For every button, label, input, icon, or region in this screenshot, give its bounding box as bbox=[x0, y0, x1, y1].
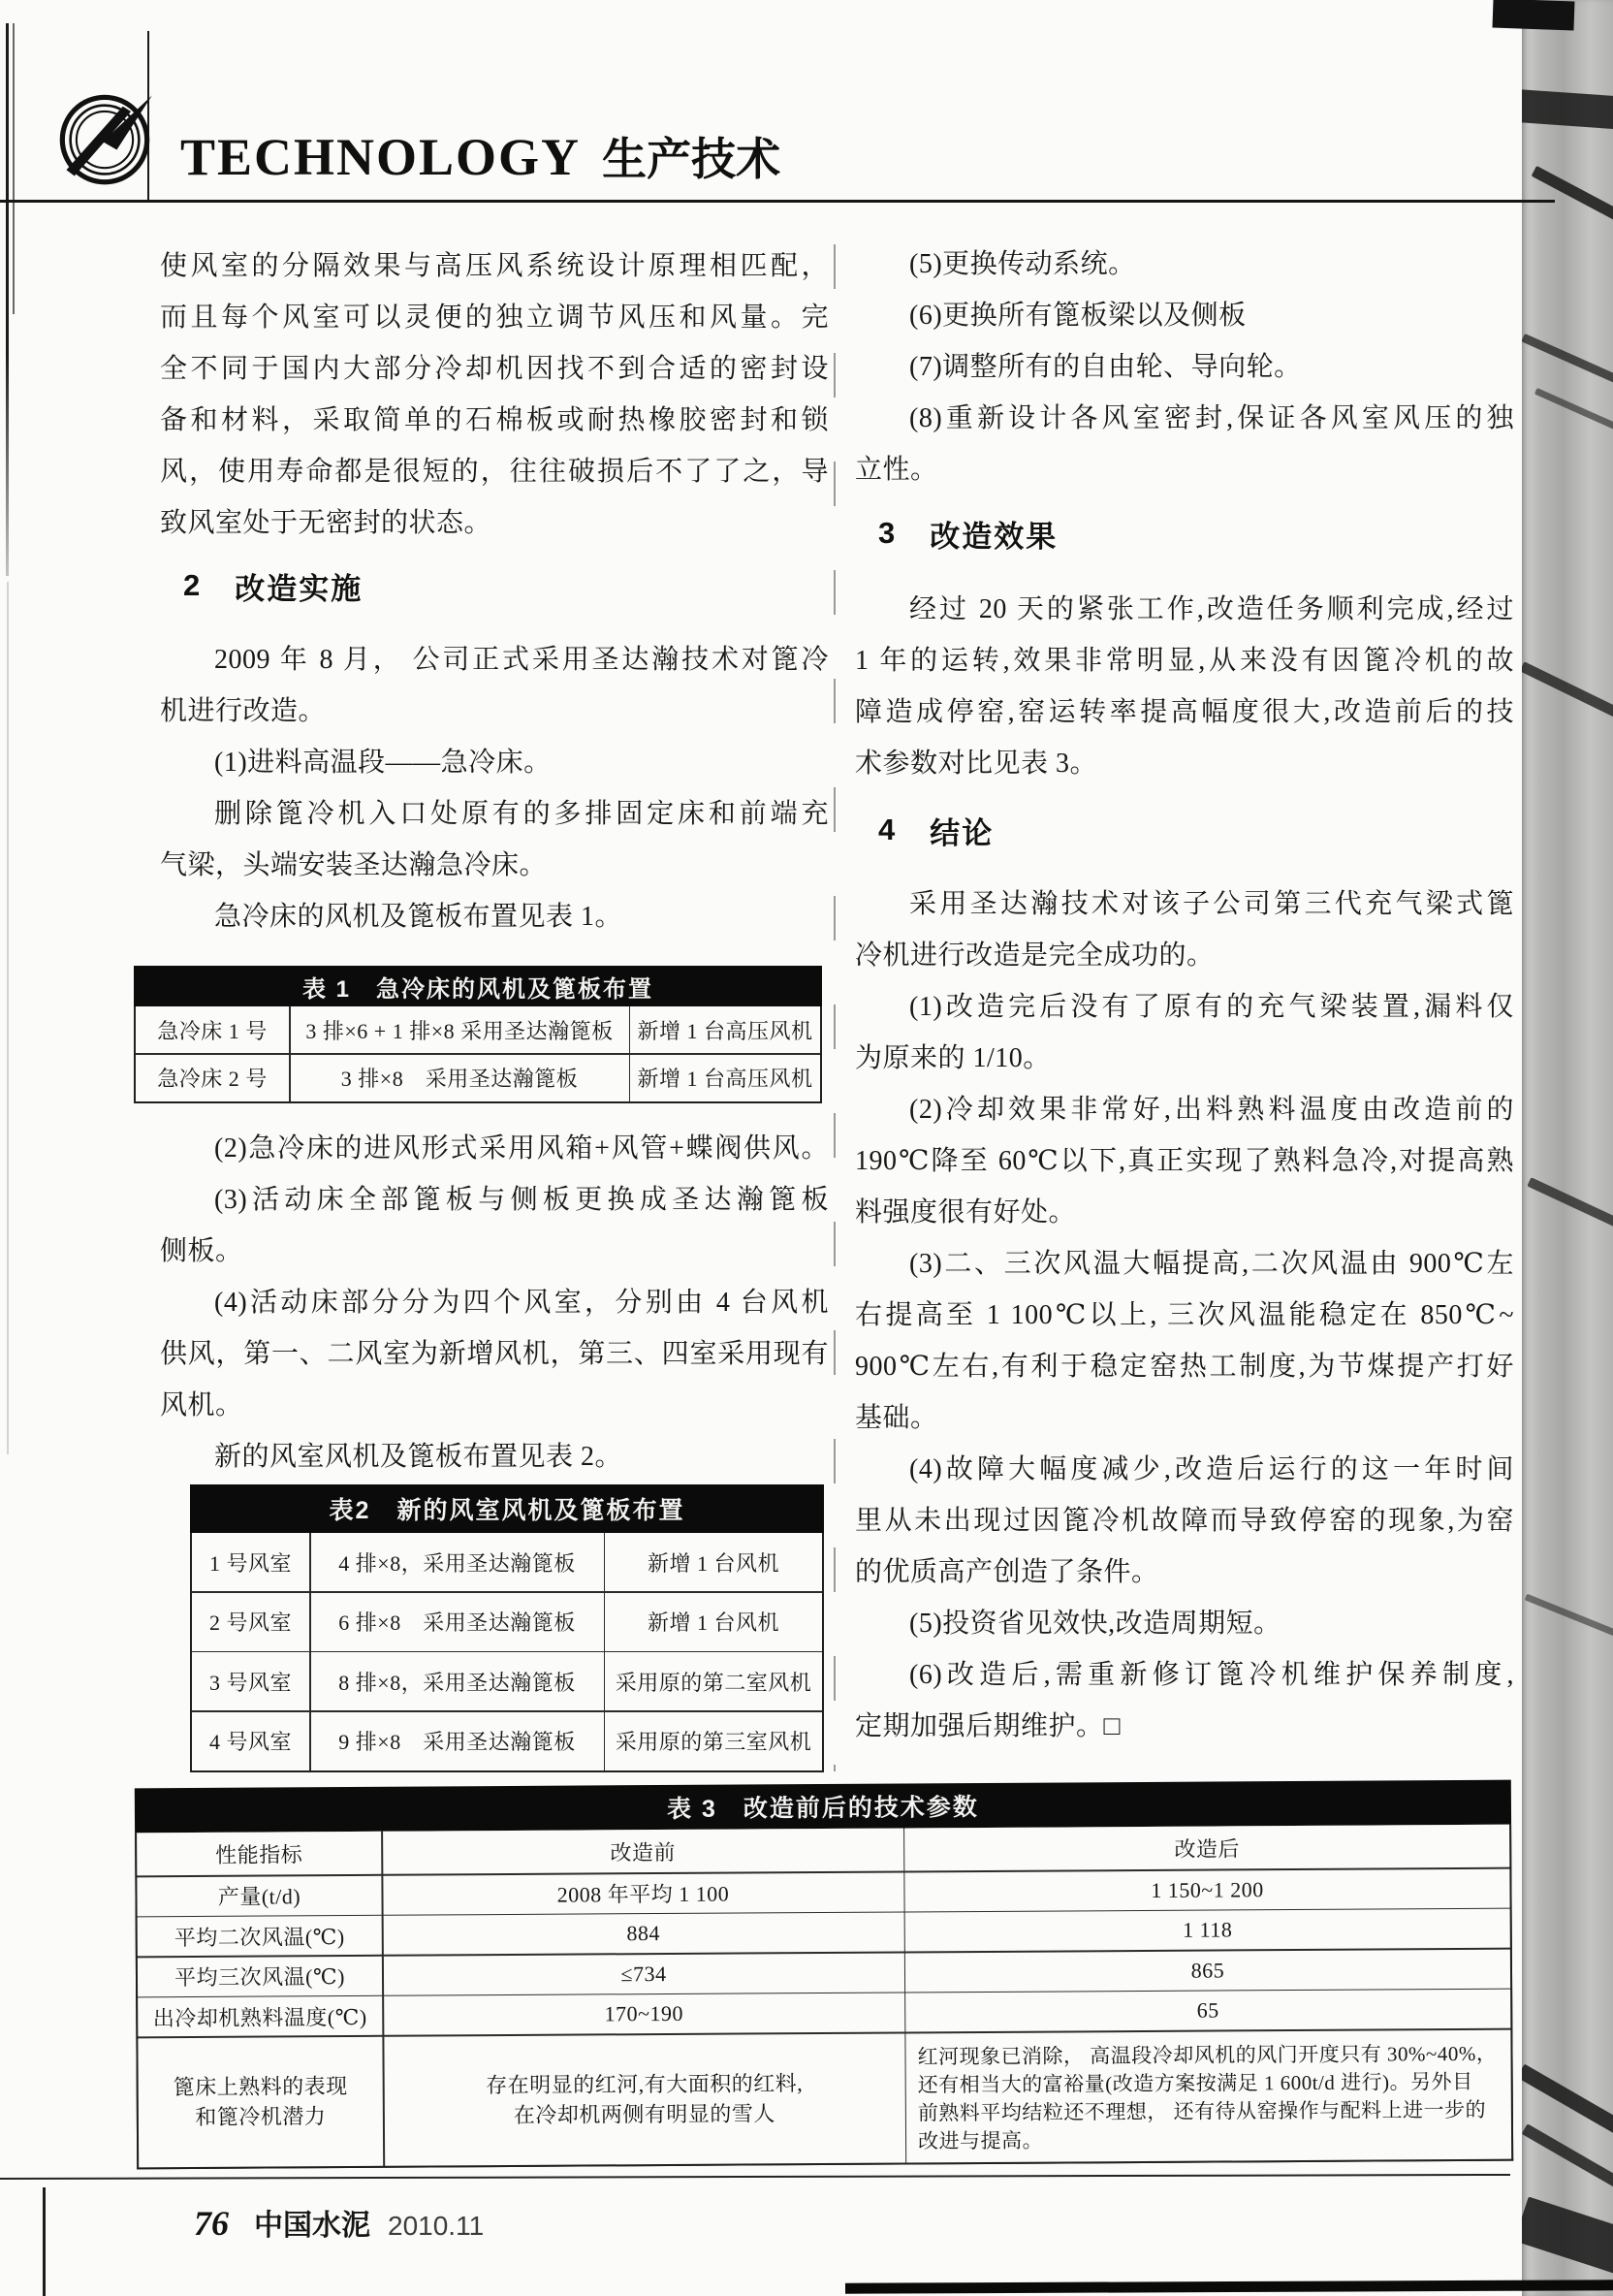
scan-streak bbox=[1522, 89, 1613, 130]
scan-streak bbox=[1522, 661, 1613, 721]
scan-streak bbox=[1522, 2123, 1613, 2196]
table-cell: 新增 1 台高压风机 bbox=[630, 1055, 820, 1101]
text-line: 定期加强后期维护。□ bbox=[855, 1711, 1121, 1741]
text-line: 障造成停窑,窑运转率提高幅度很大,改造前后的技 bbox=[855, 697, 1514, 727]
text-line: 机进行改造。 bbox=[160, 696, 327, 726]
table-header-cell: 性能指标 bbox=[137, 1832, 381, 1876]
text-line: 删除篦冷机入口处原有的多排固定床和前端充 bbox=[214, 799, 829, 829]
table-cell: ≤734 bbox=[383, 1953, 903, 1994]
scan-bottom-bar bbox=[845, 2280, 1613, 2293]
table-1 bbox=[134, 966, 822, 1103]
table-cell: 3 排×8 采用圣达瀚篦板 bbox=[291, 1055, 629, 1101]
table-cell: 1 150~1 200 bbox=[904, 1868, 1509, 1911]
right-paragraph-effects bbox=[855, 584, 1514, 789]
table-cell: 170~190 bbox=[384, 1993, 904, 2034]
section-number: 3 bbox=[878, 516, 896, 550]
table-cell: 4 排×8，采用圣达瀚篦板 bbox=[311, 1533, 604, 1591]
section-heading-4 bbox=[855, 809, 1514, 851]
table-2-title: 表2 新的风室风机及篦板布置 bbox=[190, 1484, 824, 1533]
text-line: 190℃降至 60℃以下,真正实现了熟料急冷,对提高熟 bbox=[855, 1146, 1514, 1176]
text-line: 为原来的 1/10。 bbox=[855, 1043, 1051, 1073]
text-line: 2009 年 8 月， 公司正式采用圣达瀚技术对篦冷 bbox=[214, 645, 829, 675]
text-line: 右提高至 1 100℃以上, 三次风温能稳定在 850℃~ bbox=[855, 1300, 1514, 1330]
text-line: 使风室的分隔效果与高压风系统设计原理相匹配， bbox=[160, 251, 829, 281]
text-line: (5)更换传动系统。 bbox=[909, 249, 1136, 279]
table-cell: 采用原的第二室风机 bbox=[605, 1652, 822, 1710]
scan-left-line bbox=[13, 23, 15, 314]
table-3 bbox=[135, 1780, 1513, 2169]
scan-streak bbox=[1527, 1177, 1613, 1233]
text-line: 备和材料，采取简单的石棉板或耐热橡胶密封和锁 bbox=[160, 405, 829, 435]
text-line: 侧板。 bbox=[160, 1236, 243, 1266]
scan-streak bbox=[1525, 1594, 1613, 1641]
issue-date: 2010.11 bbox=[388, 2211, 485, 2241]
text-line: (1)进料高温段——急冷床。 bbox=[214, 748, 552, 778]
text-line: (1)改造完后没有了原有的充气梁装置,漏料仅 bbox=[909, 992, 1514, 1022]
table-cell: 2008 年平均 1 100 bbox=[383, 1872, 903, 1914]
text-line: 1 年的运转,效果非常明显,从来没有因篦冷机的故 bbox=[855, 646, 1514, 676]
left-paragraph-1 bbox=[160, 240, 829, 549]
table-cell bbox=[138, 2036, 383, 2167]
table-cell bbox=[905, 2029, 1511, 2162]
section-title: 结论 bbox=[930, 815, 995, 850]
table-cell: 865 bbox=[905, 1949, 1510, 1992]
table-cell: 65 bbox=[905, 1990, 1510, 2032]
table-cell: 平均三次风温(℃) bbox=[138, 1956, 382, 1996]
section-number: 4 bbox=[878, 813, 896, 846]
table-cell: 产量(t/d) bbox=[137, 1875, 381, 1916]
text-line: (4)活动床部分分为四个风室，分别由 4 台风机 bbox=[214, 1288, 829, 1318]
scan-left-line bbox=[7, 582, 9, 1454]
table-cell: 8 排×8，采用圣达瀚篦板 bbox=[311, 1652, 604, 1710]
right-items-5-8 bbox=[855, 239, 1514, 495]
page-header bbox=[180, 124, 780, 188]
table-header-cell: 改造前 bbox=[383, 1828, 903, 1873]
text-line: 改进与提高。 bbox=[917, 2128, 1044, 2152]
table-cell: 采用原的第三室风机 bbox=[605, 1712, 822, 1770]
text-line: (5)投资省见效快,改造周期短。 bbox=[909, 1609, 1281, 1639]
text-line: (6)改造后,需重新修订篦冷机维护保养制度, bbox=[909, 1660, 1514, 1690]
header-title-en: TECHNOLOGY bbox=[180, 128, 582, 186]
header-title-zh: 生产技术 bbox=[602, 134, 781, 184]
table-cell: 新增 1 台风机 bbox=[605, 1533, 822, 1591]
text-line: 存在明显的红河,有大面积的红料, bbox=[486, 2071, 804, 2098]
text-line: 基础。 bbox=[855, 1403, 938, 1433]
table-cell: 9 排×8 采用圣达瀚篦板 bbox=[311, 1712, 604, 1770]
text-line: 而且每个风室可以灵便的独立调节风压和风量。完 bbox=[160, 303, 829, 333]
table-cell: 3 号风室 bbox=[192, 1652, 309, 1710]
text-line: 的优质高产创造了条件。 bbox=[855, 1557, 1159, 1587]
text-line: 全不同于国内大部分冷却机因找不到合适的密封设 bbox=[160, 354, 829, 384]
text-line: 冷机进行改造是完全成功的。 bbox=[855, 941, 1215, 971]
text-line: (8)重新设计各风室密封,保证各风室风压的独 bbox=[909, 403, 1514, 433]
text-line: 红河现象已消除， 高温段冷却风机的风门开度只有 30%~40%， bbox=[917, 2041, 1498, 2068]
text-line: 术参数对比见表 3。 bbox=[855, 749, 1098, 779]
scan-streak bbox=[1522, 334, 1613, 389]
table-header-cell: 改造后 bbox=[904, 1825, 1509, 1871]
scan-streak bbox=[1534, 388, 1613, 433]
table-cell: 新增 1 台高压风机 bbox=[630, 1006, 820, 1053]
section-heading-2 bbox=[160, 564, 829, 607]
page-number: 76 bbox=[194, 2204, 229, 2243]
text-line: (2)冷却效果非常好,出料熟料温度由改造前的 bbox=[909, 1095, 1514, 1125]
text-line: (6)更换所有篦板梁以及侧板 bbox=[909, 301, 1247, 331]
scan-streak bbox=[1522, 2197, 1613, 2283]
text-line: 经过 20 天的紧张工作,改造任务顺利完成,经过 bbox=[909, 594, 1514, 624]
left-paragraph-3 bbox=[160, 1123, 829, 1483]
section-title: 改造效果 bbox=[930, 519, 1059, 554]
text-line: 急冷床的风机及篦板布置见表 1。 bbox=[214, 902, 623, 932]
table-cell: 新增 1 台风机 bbox=[605, 1593, 822, 1651]
column-divider bbox=[834, 244, 836, 1771]
table-cell: 急冷床 1 号 bbox=[136, 1006, 289, 1053]
text-line: (2)急冷床的进风形式采用风箱+风管+蝶阀供风。 bbox=[214, 1133, 829, 1164]
scan-edge-strip bbox=[1522, 0, 1613, 2296]
text-line: 风，使用寿命都是很短的，往往破损后不了了之，导 bbox=[160, 457, 829, 487]
text-line: 在冷却机两侧有明显的雪人 bbox=[513, 2101, 775, 2127]
left-paragraph-2 bbox=[160, 634, 829, 942]
text-line: (4)故障大幅度减少,改造后运行的这一年时间 bbox=[909, 1454, 1514, 1484]
scan-streak bbox=[1532, 166, 1613, 226]
text-line: 和篦冷机潜力 bbox=[195, 2104, 327, 2129]
table-cell: 1 118 bbox=[905, 1909, 1510, 1952]
text-line: 新的风室风机及篦板布置见表 2。 bbox=[214, 1442, 623, 1472]
text-line: 料强度很有好处。 bbox=[855, 1197, 1077, 1228]
text-line: 前熟料平均结粒还不理想， 还有待从窑操作与配料上进一步的 bbox=[917, 2097, 1487, 2124]
table-cell: 2 号风室 bbox=[192, 1593, 309, 1651]
text-line: (3)活动床全部篦板与侧板更换成圣达瀚篦板 bbox=[214, 1185, 829, 1215]
footer-rule bbox=[0, 2174, 1510, 2180]
text-line: 采用圣达瀚技术对该子公司第三代充气梁式篦 bbox=[909, 889, 1514, 919]
table-cell: 1 号风室 bbox=[192, 1533, 309, 1591]
journal-logo-icon bbox=[54, 87, 155, 188]
table-cell: 6 排×8 采用圣达瀚篦板 bbox=[311, 1593, 604, 1651]
text-line: (3)二、三次风温大幅提高,二次风温由 900℃左 bbox=[909, 1249, 1514, 1279]
scan-corner-mark bbox=[1493, 0, 1575, 30]
section-number: 2 bbox=[183, 568, 201, 602]
text-line: 供风，第一、二风室为新增风机，第三、四室采用现有 bbox=[160, 1339, 829, 1369]
text-line: 里从未出现过因篦冷机故障而导致停窑的现象,为窑 bbox=[855, 1506, 1514, 1536]
page-footer bbox=[194, 2201, 484, 2244]
text-line: 还有相当大的富裕量(改造方案按满足 1 600t/d 进行)。另外目 bbox=[917, 2069, 1473, 2096]
header-rule bbox=[0, 200, 1555, 203]
table-cell: 4 号风室 bbox=[192, 1712, 309, 1770]
table-cell: 884 bbox=[383, 1912, 903, 1954]
text-line: 风机。 bbox=[160, 1390, 243, 1420]
table-cell: 3 排×6 + 1 排×8 采用圣达瀚篦板 bbox=[291, 1006, 629, 1053]
text-line: 气梁，头端安装圣达瀚急冷床。 bbox=[160, 850, 548, 880]
text-line: 致风室处于无密封的状态。 bbox=[160, 508, 492, 538]
section-title: 改造实施 bbox=[235, 571, 364, 606]
text-line: 900℃左右,有利于稳定窑热工制度,为节煤提产打好 bbox=[855, 1352, 1514, 1382]
table-1-title: 表 1 急冷床的风机及篦板布置 bbox=[134, 966, 822, 1006]
journal-name: 中国水泥 bbox=[254, 2210, 370, 2242]
text-line: 立性。 bbox=[855, 455, 938, 485]
scan-bottomleft-mark bbox=[43, 2187, 46, 2296]
section-heading-3 bbox=[855, 512, 1514, 555]
table-2 bbox=[190, 1484, 824, 1772]
right-conclusions bbox=[855, 878, 1514, 1752]
table-cell bbox=[384, 2033, 905, 2165]
text-line: (7)调整所有的自由轮、导向轮。 bbox=[909, 352, 1302, 382]
text-line: 篦床上熟料的表现 bbox=[173, 2074, 348, 2100]
table-cell: 平均二次风温(℃) bbox=[138, 1916, 382, 1957]
table-cell: 出冷却机熟料温度(℃) bbox=[138, 1996, 382, 2037]
table-3-title: 表 3 改造前后的技术参数 bbox=[135, 1780, 1511, 1834]
table-cell: 急冷床 2 号 bbox=[136, 1055, 289, 1101]
scan-left-line bbox=[6, 23, 9, 576]
